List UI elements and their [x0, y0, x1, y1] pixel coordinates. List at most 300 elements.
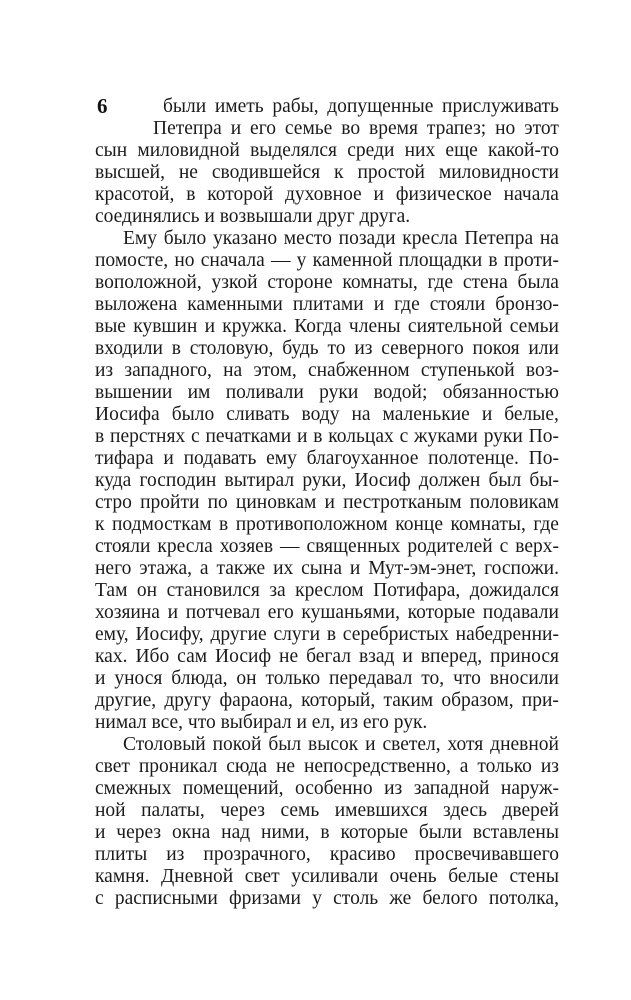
word: которой [207, 184, 274, 205]
word: семье [284, 118, 333, 139]
word: комнаты, [342, 272, 418, 293]
word: же [389, 888, 412, 909]
word: в [171, 338, 181, 359]
word: окна [171, 822, 211, 843]
word: сливать [226, 404, 290, 425]
word: где [533, 514, 559, 535]
word: сын [95, 140, 128, 161]
word: креслом [295, 580, 364, 601]
text-line: соединялись и возвышали друг друга. [95, 206, 411, 227]
text-line [95, 514, 559, 536]
word: члены [348, 316, 401, 337]
word: и [163, 448, 174, 469]
text-line [95, 580, 559, 602]
word: воз- [525, 360, 559, 381]
word: Дневной [160, 866, 234, 887]
word: воположной, [95, 272, 202, 293]
word: вперед, [420, 646, 483, 667]
word: было [171, 404, 215, 425]
text-line [95, 404, 559, 426]
text-line [95, 470, 559, 492]
word: сам [177, 646, 208, 667]
word: покой [212, 734, 262, 755]
word: какой-то [487, 140, 559, 161]
word: только [265, 668, 321, 689]
word: другу [164, 690, 212, 711]
word: священных [306, 536, 401, 557]
word: циновкам [235, 492, 317, 513]
word: к [95, 514, 105, 535]
word: Ему [123, 228, 158, 249]
word: ступенькой [420, 360, 515, 381]
word: в [320, 822, 330, 843]
word: Иосифу, [135, 624, 204, 645]
word: сначала [200, 250, 265, 271]
word: руки, [302, 470, 347, 491]
word: им [187, 382, 211, 403]
text-block [95, 96, 559, 910]
word: миловидности [438, 162, 559, 183]
word: полотенце. [428, 448, 519, 469]
text-line [95, 140, 559, 162]
word: и [349, 558, 361, 579]
word: западной [413, 778, 490, 799]
word: стороне [267, 272, 333, 293]
word: каменной [312, 250, 393, 271]
text-line [95, 184, 559, 206]
word: наруж- [500, 778, 559, 799]
word: дневной [490, 734, 559, 755]
word: маленькие [382, 404, 470, 425]
word: столовую, [189, 338, 274, 359]
word: их [273, 558, 294, 579]
word: снабженном [307, 360, 410, 381]
word: проти- [503, 250, 559, 271]
word: унося [114, 668, 163, 689]
text-line [95, 822, 559, 844]
word: — [270, 250, 291, 271]
word: сына [301, 558, 342, 579]
text-line [95, 360, 559, 382]
word: но [174, 250, 195, 271]
word: господин [139, 470, 217, 491]
text-line [95, 492, 559, 514]
word: из [166, 844, 185, 865]
word: кувшин [133, 316, 198, 337]
word: и [297, 426, 308, 447]
word: стены [509, 866, 559, 887]
word: и [167, 602, 179, 623]
word: этажа, [139, 558, 193, 579]
word: был [268, 734, 302, 755]
word: другие, [95, 690, 157, 711]
word: и [95, 668, 106, 689]
word: физическое [395, 184, 492, 205]
text-line [95, 316, 559, 338]
word: Иосиф [215, 646, 272, 667]
word: столь [333, 888, 379, 909]
word: еще [445, 140, 478, 161]
word: входили [95, 338, 163, 359]
word: рабы, [272, 96, 319, 117]
word: конце [395, 514, 444, 535]
word: а [199, 558, 209, 579]
text-line [95, 338, 559, 360]
word: в [326, 624, 337, 645]
text-line [95, 558, 559, 580]
word: По- [528, 448, 559, 469]
word: таким [383, 690, 434, 711]
word: во [341, 118, 361, 139]
word: воду [301, 404, 340, 425]
word: хозяина [95, 602, 160, 623]
word: становился [166, 580, 260, 601]
word: не [279, 646, 299, 667]
word: через [116, 822, 162, 843]
word: дожидался [469, 580, 559, 601]
word: не [178, 162, 198, 183]
word: этом, [253, 360, 297, 381]
word: помосте, [95, 250, 169, 271]
word: принося [490, 646, 559, 667]
word: и [95, 822, 106, 843]
word: трапез; [426, 118, 487, 139]
word: дверей [502, 800, 559, 821]
word: передавал [329, 668, 413, 689]
word: были [418, 822, 463, 843]
word: серебристых [342, 624, 449, 645]
word: потолка, [488, 888, 559, 909]
word: кушаньями, [301, 602, 400, 623]
word: начала [503, 184, 559, 205]
word: который, [301, 690, 376, 711]
text-line [95, 250, 559, 272]
word: Петепра [153, 118, 222, 139]
text-line [95, 778, 559, 800]
word: где [394, 294, 420, 315]
word: Иосифа [95, 404, 160, 425]
word: здесь [443, 800, 488, 821]
word: Когда [294, 316, 342, 337]
word: бы- [529, 470, 559, 491]
word: красиво [329, 844, 396, 865]
word: то [327, 338, 346, 359]
word: другие [210, 624, 267, 645]
word: которые [407, 602, 476, 623]
word: также [216, 558, 266, 579]
word: не [275, 756, 296, 777]
text-line [95, 536, 559, 558]
word: и [204, 316, 216, 337]
word: родителей [407, 536, 493, 557]
word: среди [347, 140, 395, 161]
word: место [283, 228, 332, 249]
word: духовное [285, 184, 362, 205]
word: набедренни- [455, 624, 559, 645]
word: высшей, [95, 162, 165, 183]
word: усиливали [291, 866, 379, 887]
word: Там [95, 580, 128, 601]
word: с [499, 536, 509, 557]
word: и [324, 492, 335, 513]
word: через [220, 800, 265, 821]
text-line [95, 800, 559, 822]
word: за [269, 580, 286, 601]
word: кольцах [328, 426, 394, 447]
word: с [399, 426, 409, 447]
word: камня. [95, 866, 150, 887]
word: Столовый [123, 734, 206, 755]
word: прозрачного, [203, 844, 311, 865]
word: время [369, 118, 418, 139]
word: только [477, 756, 532, 777]
word: Потифара, [373, 580, 461, 601]
word: и [402, 646, 413, 667]
text-line [95, 668, 559, 690]
word: где [427, 272, 454, 293]
word: и [365, 734, 376, 755]
word: кружка. [222, 316, 287, 337]
word: допущенные [327, 96, 434, 117]
word: был [488, 470, 522, 491]
word: из [384, 778, 403, 799]
text-line [95, 756, 559, 778]
word: — [280, 536, 300, 557]
word: фризами [229, 888, 301, 909]
word: Иосиф [354, 470, 411, 491]
paragraph [95, 96, 559, 228]
word: потчевал [185, 602, 261, 623]
word: над [221, 822, 251, 843]
word: ках. [95, 646, 128, 667]
word: он [136, 580, 158, 601]
word: или [528, 338, 559, 359]
text-line [95, 294, 559, 316]
word: свет [95, 756, 130, 777]
word: благоуханное [306, 448, 419, 469]
word: ему [266, 448, 297, 469]
word: верх- [515, 536, 559, 557]
word: и [373, 294, 385, 315]
word: помещений, [182, 778, 284, 799]
word: в [186, 184, 196, 205]
text-line [95, 162, 559, 184]
word: он [236, 668, 257, 689]
word: палаты, [141, 800, 205, 821]
word: вышении [95, 382, 173, 403]
text-line: нимал все, что выбирал и ел, из его рук. [95, 712, 428, 733]
word: имевшихся [334, 800, 428, 821]
word: тифара [95, 448, 154, 469]
word: хотя [447, 734, 484, 755]
word: перстнях [110, 426, 186, 447]
word: и [230, 118, 242, 139]
word: на [351, 404, 371, 425]
word: хозяев [219, 536, 274, 557]
text-line [95, 272, 559, 294]
word: сиятельной [407, 316, 503, 337]
text-line [95, 690, 559, 712]
text-line [95, 646, 559, 668]
word: выделялся [250, 140, 338, 161]
word: проникал [138, 756, 218, 777]
word: По- [528, 426, 559, 447]
word: него [95, 558, 132, 579]
word: будь [282, 338, 319, 359]
word: семь [280, 800, 320, 821]
word: смежных [95, 778, 172, 799]
word: западного, [124, 360, 212, 381]
text-line [95, 888, 559, 910]
word: стояли [95, 536, 151, 557]
word: кресла [157, 536, 213, 557]
word: на [223, 360, 243, 381]
word: семьи [509, 316, 559, 337]
word: непосредственно, [303, 756, 451, 777]
word: вытирал [224, 470, 295, 491]
word: прислуживать [442, 96, 559, 117]
word: к [334, 162, 344, 183]
word: очень [389, 866, 437, 887]
word: простой [357, 162, 425, 183]
word: водой; [373, 382, 428, 403]
word: бегал [306, 646, 351, 667]
word: свет [244, 866, 280, 887]
word: подмосткам [112, 514, 212, 535]
word: стро [95, 492, 132, 513]
text-line [95, 866, 559, 888]
word: была [517, 272, 559, 293]
word: плиты [95, 844, 148, 865]
word: госпожи. [484, 558, 559, 579]
word: покоя [472, 338, 520, 359]
word: в [313, 426, 323, 447]
word: вносили [489, 668, 559, 689]
word: его [250, 118, 276, 139]
word: узкой [211, 272, 258, 293]
word: в [488, 250, 498, 271]
word: его [267, 602, 294, 623]
word: иметь [214, 96, 264, 117]
word: поливали [225, 382, 304, 403]
word: образом, [441, 690, 514, 711]
word: этот [524, 118, 559, 139]
word: что [453, 668, 481, 689]
word: площадки [398, 250, 483, 271]
word: с [191, 426, 200, 447]
word: противоположном [235, 514, 388, 535]
word: Ибо [135, 646, 170, 667]
word: должен [418, 470, 481, 491]
word: в [95, 426, 105, 447]
text-line [123, 734, 559, 756]
word: и [373, 184, 384, 205]
word: а [459, 756, 469, 777]
word: из [540, 756, 559, 777]
word: было [163, 228, 207, 249]
word: стена [462, 272, 508, 293]
word: Мут-эм-энет, [368, 558, 477, 579]
word: были [163, 96, 207, 117]
word: куда [95, 470, 132, 491]
word: пройти [140, 492, 200, 513]
word: комнаты, [450, 514, 526, 535]
word: белые, [504, 404, 559, 425]
word: с [95, 888, 104, 909]
word: плитами [292, 294, 364, 315]
word: кресла [402, 228, 458, 249]
word: высок [308, 734, 359, 755]
word: ной [95, 800, 126, 821]
word: бронзо- [495, 294, 559, 315]
word: красотой, [95, 184, 175, 205]
word: у [312, 888, 322, 909]
word: особенно [295, 778, 373, 799]
word: северного [381, 338, 464, 359]
text-line [95, 624, 559, 646]
text-line [123, 228, 559, 250]
word: сюда [226, 756, 268, 777]
word: белые [448, 866, 499, 887]
word: позади [338, 228, 396, 249]
word: фараона, [219, 690, 293, 711]
word: из [95, 360, 114, 381]
word: сводившейся [211, 162, 321, 183]
word: в [219, 514, 229, 535]
word: ними, [261, 822, 310, 843]
word: обязанностью [442, 382, 559, 403]
word: по [207, 492, 228, 513]
word: блюда, [171, 668, 228, 689]
word: подавали [482, 602, 559, 623]
word: миловидной [137, 140, 240, 161]
word: руки [483, 426, 523, 447]
word: которые [340, 822, 408, 843]
word: половикам [469, 492, 559, 513]
word: но [495, 118, 516, 139]
word: просвечивавшего [414, 844, 559, 865]
word: взад [358, 646, 395, 667]
word: при- [521, 690, 559, 711]
word: руки [319, 382, 359, 403]
word: печатками [205, 426, 292, 447]
paragraph [95, 734, 559, 910]
word: на [539, 228, 559, 249]
text-line [95, 382, 559, 404]
text-line [95, 448, 559, 470]
word: светел, [382, 734, 441, 755]
text-line [95, 426, 559, 448]
word: вставлены [472, 822, 559, 843]
text-line [95, 844, 559, 866]
word: стояли [429, 294, 486, 315]
word: пестротканым [343, 492, 462, 513]
text-line [95, 602, 559, 624]
word: указано [212, 228, 278, 249]
word: из [354, 338, 373, 359]
word: расписными [114, 888, 218, 909]
word: жуками [414, 426, 478, 447]
word: каменными [187, 294, 283, 315]
paragraph [95, 228, 559, 734]
word: белого [422, 888, 478, 909]
text-line [153, 118, 559, 140]
word: них [404, 140, 436, 161]
word: слуги [273, 624, 321, 645]
word: вые [95, 316, 126, 337]
word: у [296, 250, 307, 271]
page-number: 6 [97, 94, 108, 118]
